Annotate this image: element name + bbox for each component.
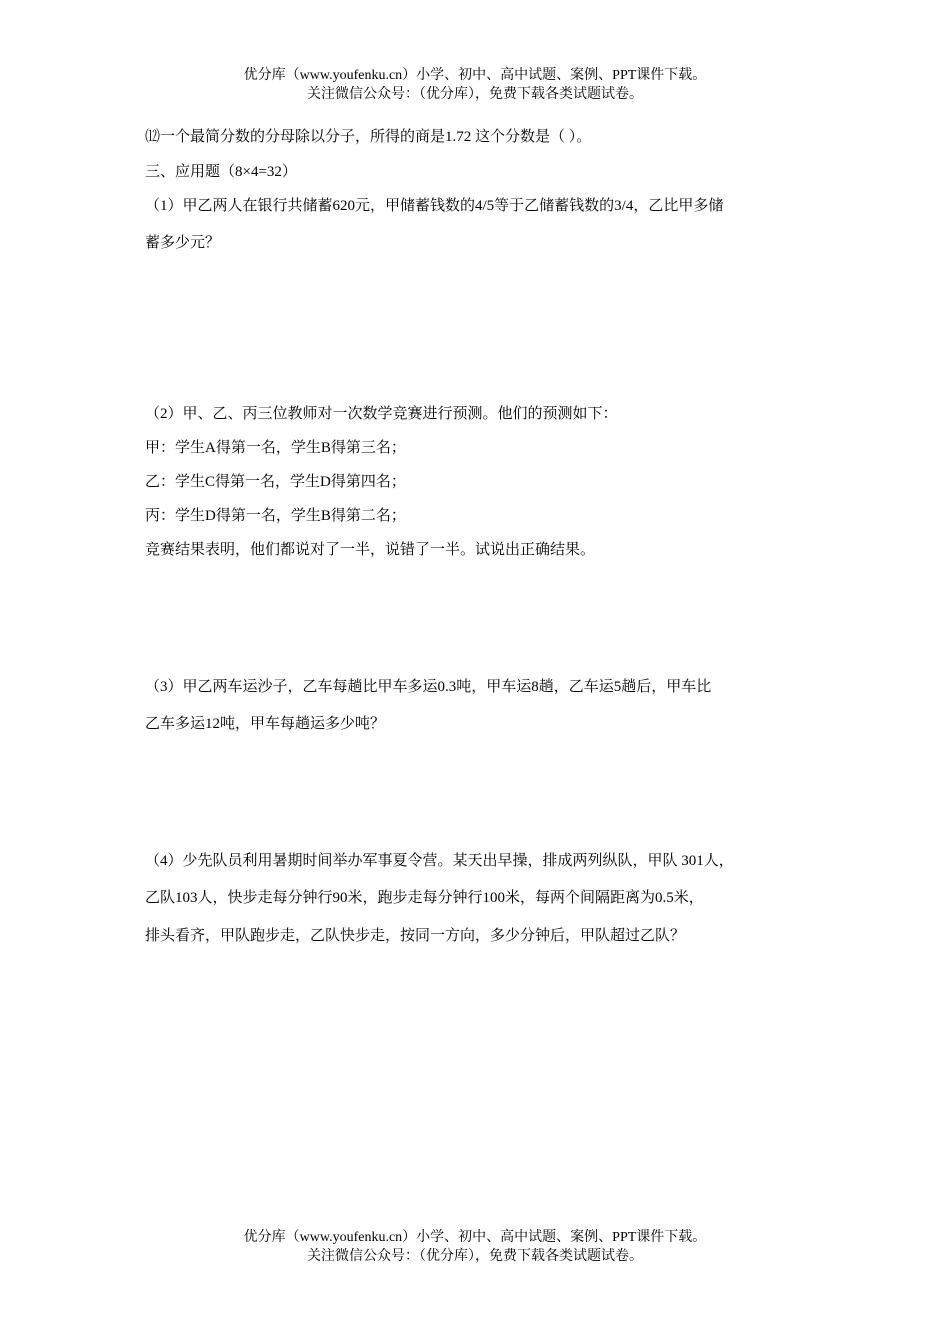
problem-2-line-4: 丙：学生D得第一名，学生B得第二名； — [145, 508, 406, 524]
problem-1-line-2: 蓄多少元？ — [145, 235, 221, 251]
header-line-2: 关注微信公众号：（优分库），免费下载各类试题试卷。 — [307, 87, 643, 102]
footer-line-2: 关注微信公众号：（优分库），免费下载各类试题试卷。 — [307, 1249, 643, 1264]
page-header — [0, 66, 950, 104]
question-12: ⑿一个最简分数的分母除以分子，所得的商是1.72 这个分数是（ ）。 — [145, 129, 592, 145]
problem-3-line-1: （3）甲乙两车运沙子，乙车每趟比甲车多运0.3吨，甲车运8趟，乙车运5趟后，甲车比 — [145, 679, 712, 695]
problem-4-line-1: （4）少先队员利用暑期时间举办军事夏令营。某天出早操，排成两列纵队，甲队 301人， — [145, 853, 734, 869]
problem-2-line-3: 乙：学生C得第一名，学生D得第四名； — [145, 474, 406, 490]
problem-4-line-2: 乙队103人，快步走每分钟行90米，跑步走每分钟行100米，每两个间隔距离为0.5米， — [145, 890, 704, 906]
header-line-1: 优分库（www.youfenku.cn）小学、初中、高中试题、案例、PPT课件下载。 — [243, 68, 707, 83]
footer-line-1: 优分库（www.youfenku.cn）小学、初中、高中试题、案例、PPT课件下载。 — [243, 1230, 707, 1245]
problem-2-line-1: （2）甲、乙、丙三位教师对一次数学竞赛进行预测。他们的预测如下： — [145, 406, 618, 422]
problem-4-line-3: 排头看齐，甲队跑步走，乙队快步走，按同一方向，多少分钟后，甲队超过乙队？ — [145, 928, 686, 944]
section-3-title: 三、应用题（8×4=32） — [145, 164, 297, 180]
page-footer — [0, 1228, 950, 1266]
problem-2-line-2: 甲：学生A得第一名，学生B得第三名； — [145, 440, 406, 456]
problem-1-line-1: （1）甲乙两人在银行共储蓄620元，甲储蓄钱数的4/5等于乙储蓄钱数的3/4，乙比甲多储 — [145, 198, 724, 214]
problem-2-line-5: 竞赛结果表明，他们都说对了一半，说错了一半。试说出正确结果。 — [145, 542, 596, 558]
problem-3-line-2: 乙车多运12吨，甲车每趟运多少吨？ — [145, 716, 386, 732]
